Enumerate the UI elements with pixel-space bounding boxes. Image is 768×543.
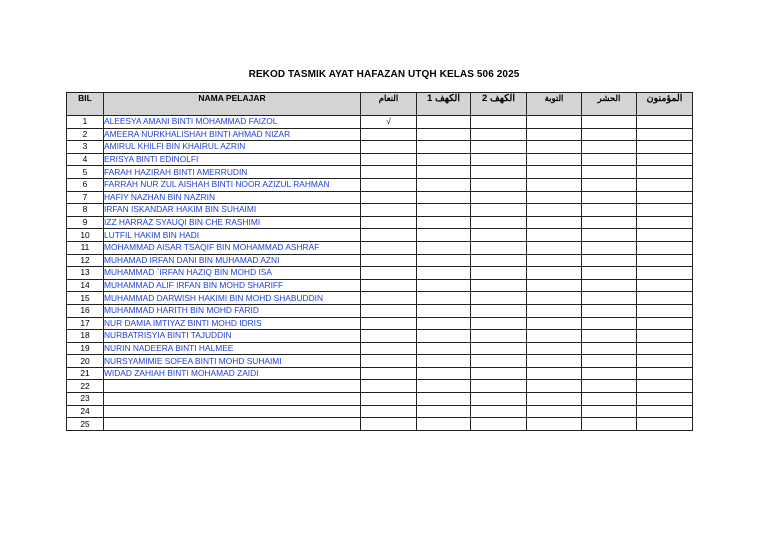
row-number: 8 [67,204,104,217]
mark-cell-al-kahf-2 [471,292,527,305]
row-number: 18 [67,330,104,343]
mark-cell-al-kahf-1 [417,405,471,418]
row-number: 25 [67,418,104,431]
mark-cell-al-kahf-2 [471,116,527,129]
mark-cell-al-kahf-1 [417,216,471,229]
mark-cell-al-kahf-1 [417,380,471,393]
row-number: 14 [67,279,104,292]
row-number: 10 [67,229,104,242]
student-name: NURBATRISYIA BINTI TAJUDDIN [104,330,361,343]
table-row [67,342,693,355]
mark-cell-al-anam [361,141,417,154]
header-surah-al-muminun: المؤمنون [637,93,693,116]
mark-cell-al-kahf-2 [471,405,527,418]
mark-cell-al-kahf-1 [417,317,471,330]
mark-cell-al-hasyr [582,367,637,380]
table-row [67,229,693,242]
table-row [67,216,693,229]
mark-cell-al-hasyr [582,141,637,154]
mark-cell-al-anam [361,418,417,431]
table-row [67,292,693,305]
mark-cell-al-muminun [637,166,693,179]
mark-cell-al-anam [361,241,417,254]
mark-cell-at-taubah [527,317,582,330]
student-name: IZZ HARRAZ SYAUQI BIN CHE RASHIMI [104,216,361,229]
table-row [67,116,693,129]
table-row [67,241,693,254]
mark-cell-al-kahf-2 [471,166,527,179]
mark-cell-at-taubah [527,241,582,254]
mark-cell-al-hasyr [582,153,637,166]
mark-cell-al-anam [361,191,417,204]
mark-cell-at-taubah [527,292,582,305]
row-number: 20 [67,355,104,368]
mark-cell-al-anam [361,355,417,368]
student-name [104,405,361,418]
mark-cell-al-hasyr [582,178,637,191]
row-number: 9 [67,216,104,229]
mark-cell-al-kahf-1 [417,128,471,141]
mark-cell-al-muminun [637,116,693,129]
mark-cell-al-anam [361,178,417,191]
mark-cell-al-muminun [637,393,693,406]
mark-cell-al-hasyr [582,418,637,431]
mark-cell-at-taubah [527,418,582,431]
mark-cell-al-muminun [637,191,693,204]
student-name: ERISYA BINTI EDINOLFI [104,153,361,166]
mark-cell-at-taubah [527,405,582,418]
row-number: 5 [67,166,104,179]
mark-cell-al-hasyr [582,292,637,305]
mark-cell-al-muminun [637,241,693,254]
mark-cell-al-anam [361,393,417,406]
table-row [67,393,693,406]
mark-cell-al-anam [361,279,417,292]
mark-cell-al-hasyr [582,393,637,406]
mark-cell-al-muminun [637,279,693,292]
mark-cell-al-muminun [637,304,693,317]
student-name [104,418,361,431]
header-nama-pelajar: NAMA PELAJAR [104,93,361,116]
mark-cell-al-kahf-2 [471,418,527,431]
mark-cell-al-kahf-1 [417,153,471,166]
mark-cell-al-kahf-1 [417,178,471,191]
mark-cell-al-hasyr [582,191,637,204]
mark-cell-al-kahf-1 [417,241,471,254]
mark-cell-al-kahf-1 [417,367,471,380]
mark-cell-al-kahf-2 [471,241,527,254]
mark-cell-al-kahf-1 [417,292,471,305]
mark-cell-al-muminun [637,330,693,343]
mark-cell-al-kahf-1 [417,141,471,154]
mark-cell-al-kahf-1 [417,279,471,292]
table-row [67,380,693,393]
mark-cell-al-kahf-2 [471,254,527,267]
mark-cell-al-hasyr [582,254,637,267]
mark-cell-al-hasyr [582,342,637,355]
student-name: AMIRUL KHILFI BIN KHAIRUL AZRIN [104,141,361,154]
mark-cell-at-taubah [527,254,582,267]
mark-cell-at-taubah [527,216,582,229]
row-number: 11 [67,241,104,254]
mark-cell-al-kahf-1 [417,191,471,204]
row-number: 17 [67,317,104,330]
mark-cell-al-kahf-1 [417,418,471,431]
student-name: IRFAN ISKANDAR HAKIM BIN SUHAIMI [104,204,361,217]
mark-cell-al-hasyr [582,405,637,418]
student-name: AMEERA NURKHALISHAH BINTI AHMAD NIZAR [104,128,361,141]
table-row [67,304,693,317]
table-row [67,254,693,267]
mark-cell-al-anam [361,153,417,166]
mark-cell-al-muminun [637,292,693,305]
mark-cell-al-kahf-2 [471,342,527,355]
header-surah-al-kahf-1: الكهف 1 [417,93,471,116]
mark-cell-al-anam [361,317,417,330]
mark-cell-al-hasyr [582,204,637,217]
mark-cell-at-taubah [527,279,582,292]
mark-cell-al-hasyr [582,279,637,292]
mark-cell-al-hasyr [582,128,637,141]
mark-cell-al-kahf-1 [417,204,471,217]
table-row [67,204,693,217]
mark-cell-al-muminun [637,267,693,280]
student-name: HAFIY NAZHAN BIN NAZRIN [104,191,361,204]
mark-cell-al-hasyr [582,241,637,254]
student-name [104,380,361,393]
mark-cell-al-muminun [637,128,693,141]
table-row [67,153,693,166]
mark-cell-at-taubah [527,342,582,355]
mark-cell-at-taubah [527,393,582,406]
row-number: 22 [67,380,104,393]
mark-cell-al-kahf-2 [471,304,527,317]
row-number: 7 [67,191,104,204]
mark-cell-al-kahf-1 [417,355,471,368]
mark-cell-al-kahf-2 [471,216,527,229]
mark-cell-al-kahf-2 [471,128,527,141]
student-name: NURSYAMIMIE SOFEA BINTI MOHD SUHAIMI [104,355,361,368]
mark-cell-al-kahf-2 [471,204,527,217]
mark-cell-al-kahf-2 [471,229,527,242]
row-number: 6 [67,178,104,191]
mark-cell-al-kahf-1 [417,166,471,179]
mark-cell-al-anam [361,216,417,229]
student-name: FARRAH NUR ZUL AISHAH BINTI NOOR AZIZUL RAHMAN [104,178,361,191]
table-row [67,128,693,141]
mark-cell-al-muminun [637,418,693,431]
header-surah-al-anam: النعام [361,93,417,116]
mark-cell-al-kahf-2 [471,141,527,154]
mark-cell-at-taubah [527,166,582,179]
mark-cell-al-kahf-1 [417,116,471,129]
mark-cell-al-kahf-2 [471,393,527,406]
mark-cell-al-hasyr [582,116,637,129]
mark-cell-al-muminun [637,254,693,267]
mark-cell-al-kahf-2 [471,355,527,368]
mark-cell-al-hasyr [582,317,637,330]
mark-cell-al-hasyr [582,216,637,229]
student-name [104,393,361,406]
student-rows [67,116,693,431]
mark-cell-al-kahf-2 [471,317,527,330]
mark-cell-al-muminun [637,380,693,393]
table-row [67,355,693,368]
student-name: MUHAMMAD HARITH BIN MOHD FARID [104,304,361,317]
mark-cell-al-anam [361,166,417,179]
mark-cell-at-taubah [527,141,582,154]
row-number: 13 [67,267,104,280]
row-number: 24 [67,405,104,418]
mark-cell-al-muminun [637,367,693,380]
student-name: MUHAMAD IRFAN DANI BIN MUHAMAD AZNI [104,254,361,267]
student-name: WIDAD ZAHIAH BINTI MOHAMAD ZAIDI [104,367,361,380]
mark-cell-at-taubah [527,380,582,393]
mark-cell-al-anam [361,380,417,393]
student-name: NURIN NADEERA BINTI HALMEE [104,342,361,355]
mark-cell-al-hasyr [582,330,637,343]
mark-cell-al-kahf-2 [471,267,527,280]
mark-cell-al-hasyr [582,229,637,242]
mark-cell-al-kahf-1 [417,267,471,280]
mark-cell-al-muminun [637,216,693,229]
table-row [67,317,693,330]
mark-cell-al-anam: √ [361,116,417,129]
table-row [67,166,693,179]
header-surah-at-taubah: التوبة [527,93,582,116]
mark-cell-al-kahf-1 [417,229,471,242]
student-name: LUTFIL HAKIM BIN HADI [104,229,361,242]
mark-cell-al-muminun [637,141,693,154]
mark-cell-at-taubah [527,191,582,204]
header-bil: BIL [67,93,104,116]
mark-cell-al-kahf-1 [417,330,471,343]
table-row [67,191,693,204]
mark-cell-at-taubah [527,367,582,380]
document-title: REKOD TASMIK AYAT HAFAZAN UTQH KELAS 506 2025 [248,69,520,80]
mark-cell-at-taubah [527,330,582,343]
student-name: FARAH HAZIRAH BINTI AMERRUDIN [104,166,361,179]
mark-cell-al-kahf-2 [471,191,527,204]
mark-cell-al-anam [361,367,417,380]
record-table [66,92,693,431]
mark-cell-al-muminun [637,317,693,330]
row-number: 16 [67,304,104,317]
mark-cell-al-kahf-2 [471,153,527,166]
row-number: 23 [67,393,104,406]
mark-cell-al-kahf-1 [417,393,471,406]
mark-cell-at-taubah [527,204,582,217]
row-number: 2 [67,128,104,141]
mark-cell-al-anam [361,342,417,355]
mark-cell-al-anam [361,330,417,343]
mark-cell-al-kahf-1 [417,342,471,355]
mark-cell-al-kahf-2 [471,178,527,191]
table-row [67,330,693,343]
mark-cell-al-hasyr [582,304,637,317]
mark-cell-al-kahf-1 [417,304,471,317]
mark-cell-al-kahf-1 [417,254,471,267]
header-surah-al-hasyr: الحشر [582,93,637,116]
student-name: MUHAMMAD ALIF IRFAN BIN MOHD SHARIFF [104,279,361,292]
mark-cell-at-taubah [527,304,582,317]
mark-cell-al-kahf-2 [471,367,527,380]
table-row [67,279,693,292]
header-row [67,93,693,116]
table-row [67,418,693,431]
row-number: 15 [67,292,104,305]
table-row [67,267,693,280]
student-name: NUR DAMIA IMTIYAZ BINTI MOHD IDRIS [104,317,361,330]
mark-cell-at-taubah [527,229,582,242]
mark-cell-al-kahf-2 [471,279,527,292]
mark-cell-al-muminun [637,204,693,217]
mark-cell-al-anam [361,405,417,418]
table-row [67,367,693,380]
mark-cell-al-anam [361,254,417,267]
mark-cell-al-anam [361,229,417,242]
mark-cell-at-taubah [527,116,582,129]
mark-cell-al-anam [361,204,417,217]
mark-cell-al-anam [361,304,417,317]
mark-cell-at-taubah [527,178,582,191]
mark-cell-al-anam [361,128,417,141]
mark-cell-al-kahf-2 [471,380,527,393]
row-number: 4 [67,153,104,166]
mark-cell-at-taubah [527,153,582,166]
mark-cell-al-muminun [637,153,693,166]
student-name: MOHAMMAD AISAR TSAQIF BIN MOHAMMAD ASHRAF [104,241,361,254]
row-number: 19 [67,342,104,355]
mark-cell-al-hasyr [582,355,637,368]
mark-cell-al-muminun [637,342,693,355]
mark-cell-at-taubah [527,128,582,141]
header-surah-al-kahf-2: الكهف 2 [471,93,527,116]
row-number: 12 [67,254,104,267]
mark-cell-al-muminun [637,355,693,368]
row-number: 3 [67,141,104,154]
mark-cell-at-taubah [527,355,582,368]
mark-cell-al-hasyr [582,380,637,393]
student-name: MUHAMMAD `IRFAN HAZIQ BIN MOHD ISA [104,267,361,280]
mark-cell-at-taubah [527,267,582,280]
table-row [67,405,693,418]
mark-cell-al-hasyr [582,166,637,179]
table-row [67,178,693,191]
table-row [67,141,693,154]
mark-cell-al-hasyr [582,267,637,280]
mark-cell-al-muminun [637,229,693,242]
student-name: ALEESYA AMANI BINTI MOHAMMAD FAIZOL [104,116,361,129]
row-number: 1 [67,116,104,129]
mark-cell-al-kahf-2 [471,330,527,343]
mark-cell-al-muminun [637,405,693,418]
row-number: 21 [67,367,104,380]
mark-cell-al-muminun [637,178,693,191]
mark-cell-al-anam [361,292,417,305]
mark-cell-al-anam [361,267,417,280]
student-name: MUHAMMAD DARWISH HAKIMI BIN MOHD SHABUDDIN [104,292,361,305]
